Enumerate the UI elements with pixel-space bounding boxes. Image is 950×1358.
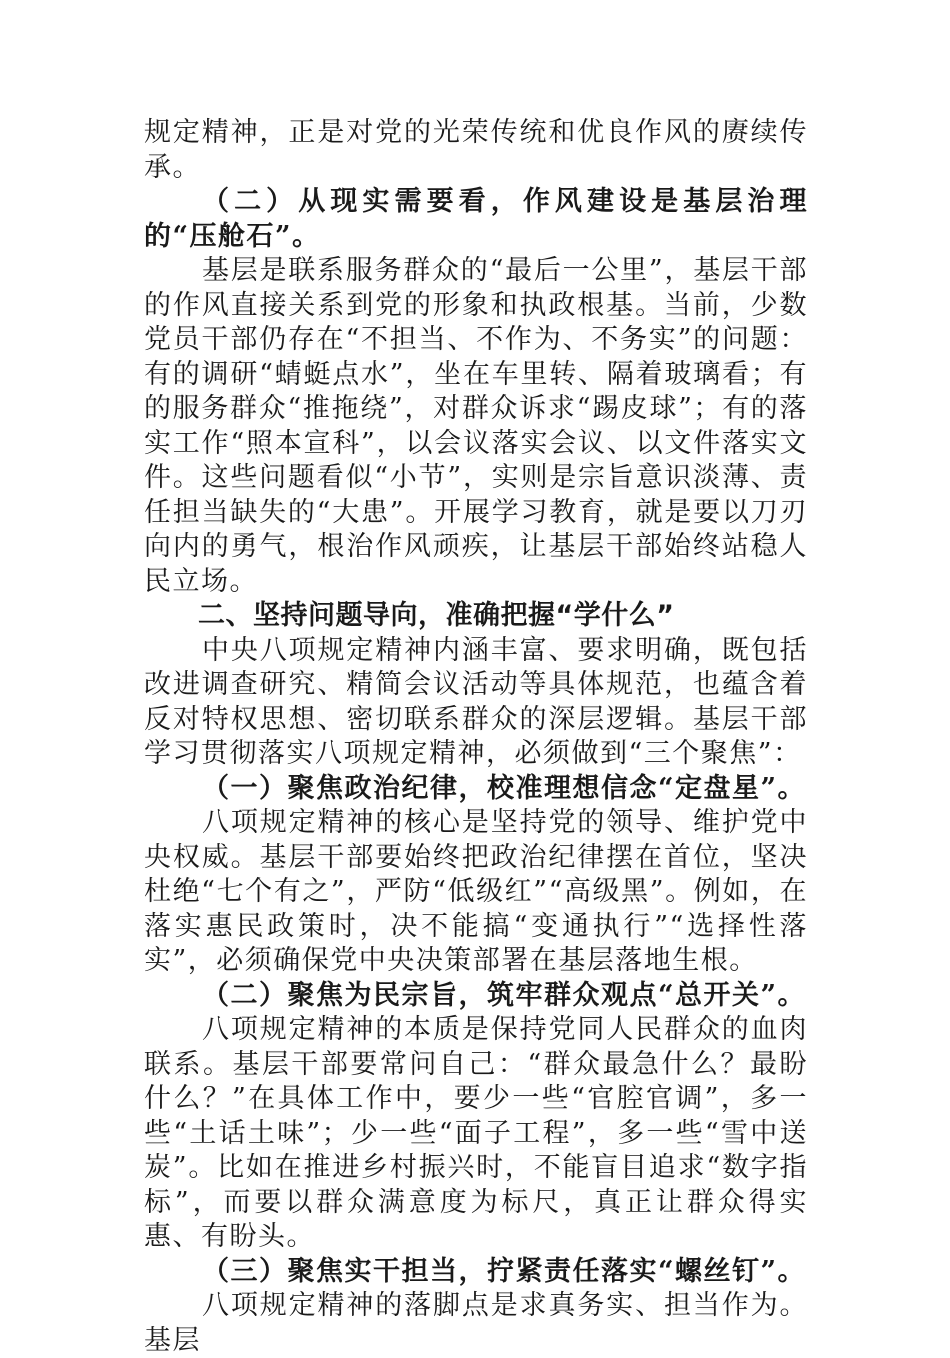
paragraph-eight-rules-intro: 中央八项规定精神内涵丰富、要求明确，既包括改进调查研究、精简会议活动等具体规范，也蕴含着反对特权思想、密切联系群众的深层逻辑。基层干部学习贯彻落实八项规定精神，必须做到“三个聚焦”： bbox=[144, 634, 808, 769]
document-body bbox=[144, 116, 808, 1358]
paragraph-people-purpose: 八项规定精神的本质是保持党同人民群众的血肉联系。基层干部要常问自己：“群众最急什么？最盼什么？”在具体工作中，要少一些“官腔官调”，多一些“土话土味”；少一些“面子工程”，多一些“雪中送炭”。比如在推进乡村振兴时，不能盲目追求“数字指标”，而要以群众满意度为标尺，真正让群众得实惠、有盼头。 bbox=[144, 1014, 808, 1252]
paragraph-political-discipline: 八项规定精神的核心是坚持党的领导、维护党中央权威。基层干部要始终把政治纪律摆在首位，坚决杜绝“七个有之”，严防“低级红”“高级黑”。例如，在落实惠民政策时，决不能搞“变通执行”“选择性落实”，必须确保党中央决策部署在基层落地生根。 bbox=[144, 807, 808, 976]
subheading-people-purpose: （二）聚焦为民宗旨，筑牢群众观点“总开关”。 bbox=[202, 979, 807, 1011]
section-heading-what-to-learn: 二、坚持问题导向，准确把握“学什么” bbox=[198, 600, 675, 631]
subheading-political-discipline: （一）聚焦政治纪律，校准理想信念“定盘星”。 bbox=[202, 772, 807, 804]
subheading-practical-need: （二）从现实需要看，作风建设是基层治理的“压舱石”。 bbox=[144, 186, 808, 252]
paragraph-grassroots-style: 基层是联系服务群众的“最后一公里”，基层干部的作风直接关系到党的形象和执政根基。当前，少数党员干部仍存在“不担当、不作为、不务实”的问题：有的调研“蜻蜓点水”，坐在车里转、隔着玻璃看；有的服务群众“推拖绕”，对群众诉求“踢皮球”；有的落实工作“照本宣科”，以会议落实会议、以文件落实文件。这些问题看似“小节”，实则是宗旨意识淡薄、责任担当缺失的“大患”。开展学习教育，就是要以刀刃向内的勇气，根治作风顽疾，让基层干部始终站稳人民立场。 bbox=[144, 255, 808, 597]
subheading-practical-responsibility: （三）聚焦实干担当，拧紧责任落实“螺丝钉”。 bbox=[202, 1255, 807, 1287]
paragraph-practical-responsibility: 八项规定精神的落脚点是求真务实、担当作为。基层 bbox=[144, 1290, 808, 1356]
paragraph-continuation: 规定精神，正是对党的光荣传统和优良作风的赓续传承。 bbox=[144, 117, 808, 183]
